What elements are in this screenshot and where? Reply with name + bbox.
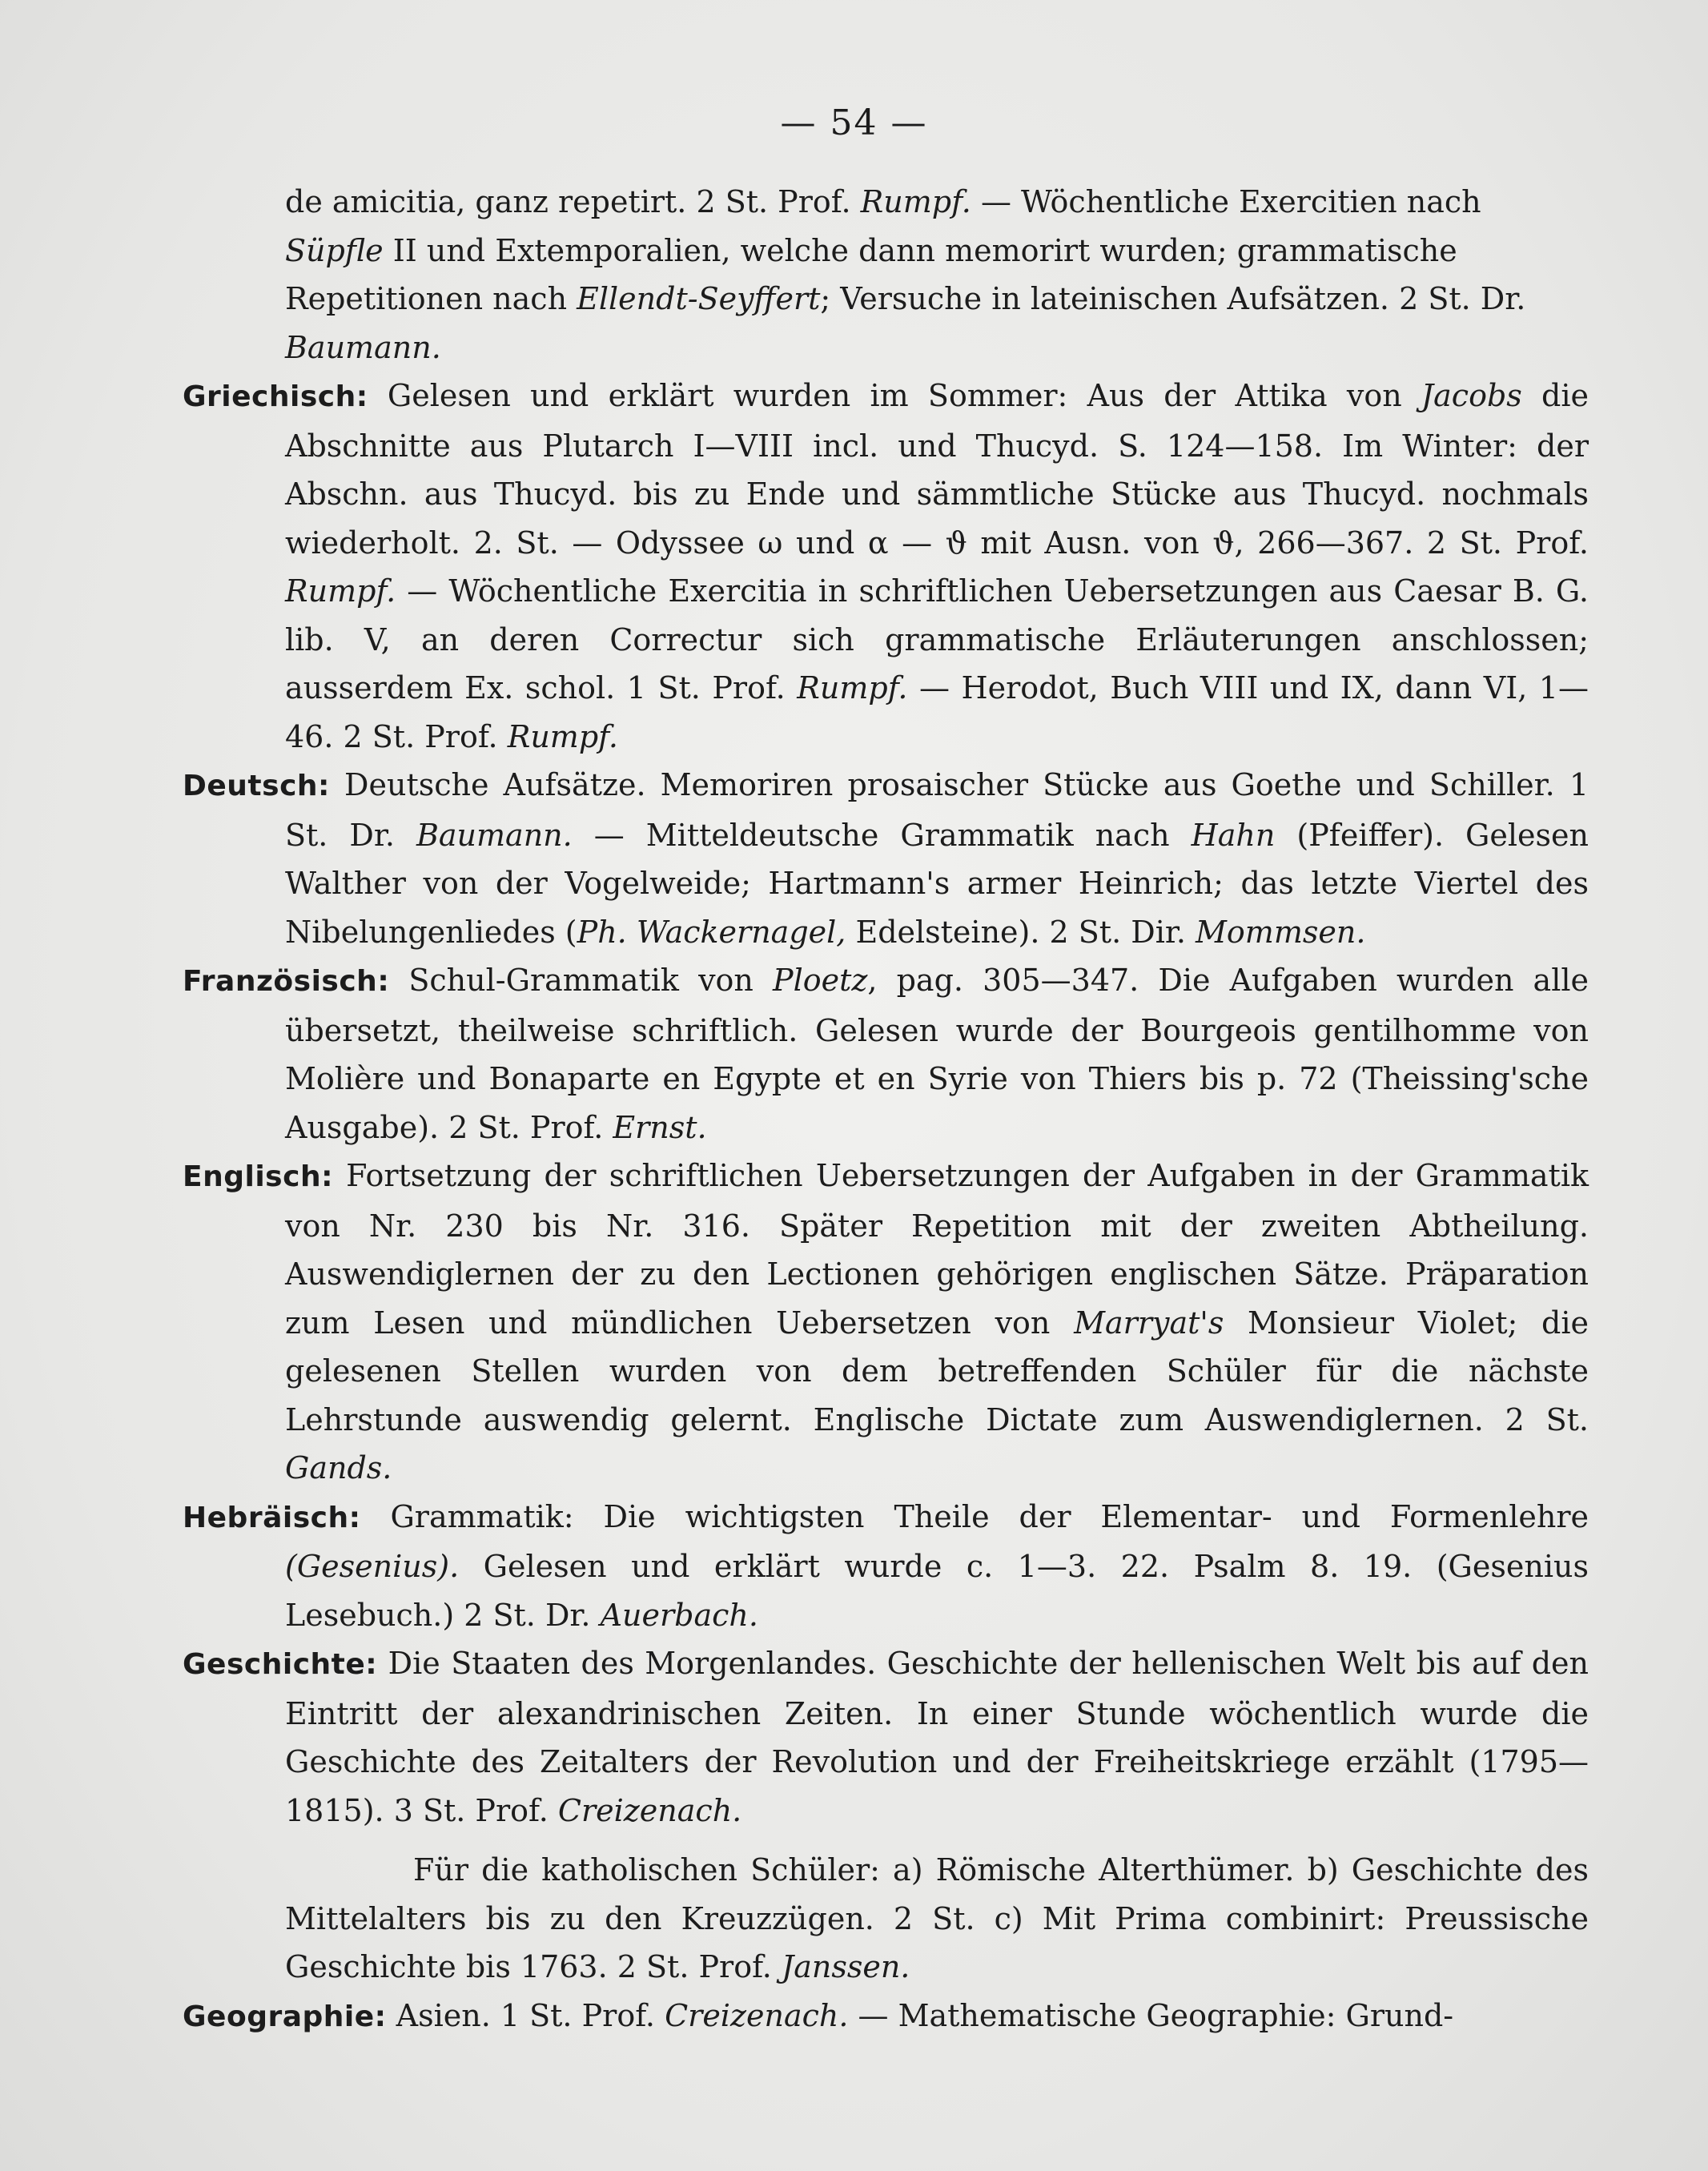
- teacher-name: Baumann.: [416, 817, 573, 853]
- subject-heading: Deutsch:: [183, 770, 330, 802]
- text-run: Gelesen und erklärt wurde c. 1—3. 22. Psalm 8. 19. (Gesenius Lesebuch.) 2 St. Dr.: [285, 1549, 1589, 1633]
- subject-entry-griechisch: [183, 372, 1589, 761]
- latin-continuation-paragraph: [183, 178, 1589, 372]
- teacher-name: Janssen.: [781, 1949, 910, 1984]
- author-name: (Gesenius).: [285, 1549, 460, 1584]
- subject-heading: Französisch:: [183, 965, 390, 998]
- subject-entry-geschichte: [183, 1639, 1589, 1835]
- text-run: II und Extemporalien, welche dann memorirt wurden; grammatische Repetitionen nach: [285, 232, 1457, 316]
- author-name: Ph. Wackernagel,: [577, 914, 846, 950]
- subject-heading: Hebräisch:: [183, 1501, 361, 1534]
- page-body: [183, 178, 1589, 2041]
- text-run: de amicitia, ganz repetirt. 2 St. Prof.: [285, 184, 861, 219]
- text-run: — Wöchentliche Exercitia in schriftlichen Uebersetzungen aus Caesar B. G. lib. V, an deren Correctur sich grammatische Erläuterungen anschlossen; ausserdem Ex. schol. 1 St. Prof.: [285, 573, 1589, 706]
- author-name: Ellendt-Seyffert: [577, 281, 821, 316]
- teacher-name: Creizenach.: [665, 1997, 849, 2033]
- author-name: Hahn: [1191, 817, 1276, 853]
- text-run: Gelesen und erklärt wurden im Sommer: Aus der Attika von: [368, 378, 1421, 413]
- teacher-name: Auerbach.: [600, 1597, 758, 1633]
- subject-entry-franzoesisch: [183, 956, 1589, 1152]
- teacher-name: Gands.: [285, 1450, 392, 1486]
- subject-heading: Geschichte:: [183, 1648, 378, 1681]
- text-run: — Mitteldeutsche Grammatik nach: [572, 817, 1192, 853]
- teacher-name: Rumpf.: [285, 573, 396, 609]
- catholic-students-paragraph: [183, 1846, 1589, 1992]
- text-run: Schul-Grammatik von: [389, 963, 774, 998]
- subject-entry-geographie: [183, 1992, 1589, 2042]
- text-run: Edelsteine). 2 St. Dir.: [846, 914, 1196, 950]
- subject-heading: Englisch:: [183, 1160, 333, 1193]
- author-name: Jacobs: [1421, 378, 1522, 413]
- text-run: Monsieur Violet; die gelesenen Stellen wurden von dem betreffenden Schüler für die nächste Lehrstunde auswendig gelernt. Englische Dictate zum Auswendiglernen. 2 St.: [285, 1305, 1589, 1437]
- subject-heading: Griechisch:: [183, 380, 368, 413]
- author-name: Süpfle: [285, 232, 384, 268]
- teacher-name: Rumpf.: [507, 718, 618, 754]
- teacher-name: Baumann.: [285, 329, 441, 365]
- text-run: , pag. 305—347. Die Aufgaben wurden alle übersetzt, theilweise schriftlich. Gelesen wurde der Bourgeois gentilhomme von Molière und Bonaparte en Egypte et en Syrie von Thiers bis p. 72 (Theissing'sche Ausgabe). 2 St. Prof.: [285, 963, 1589, 1145]
- teacher-name: Rumpf.: [860, 184, 971, 219]
- teacher-name: Mommsen.: [1196, 914, 1366, 950]
- text-run: — Wöchentliche Exercitien nach: [971, 184, 1481, 219]
- teacher-name: Creizenach.: [557, 1792, 742, 1828]
- author-name: Marryat's: [1074, 1305, 1224, 1341]
- text-run: Deutsche Aufsätze. Memoriren prosaischer Stücke aus Goethe und Schiller. 1 St. Dr.: [285, 767, 1589, 853]
- subject-entry-deutsch: [183, 761, 1589, 956]
- text-run: die Abschnitte aus Plutarch I—VIII incl. und Thucyd. S. 124—158. Im Winter: der Abschn. aus Thucyd. bis zu Ende und sämmtliche Stücke aus Thucyd. nochmals wiederholt. 2. St. — Odyssee ω und α — ϑ mit Ausn. von ϑ, 266—367. 2 St. Prof.: [285, 378, 1589, 561]
- subject-heading: Geographie:: [183, 2000, 387, 2033]
- subject-entry-hebraeisch: [183, 1493, 1589, 1640]
- teacher-name: Ernst.: [613, 1109, 707, 1145]
- text-run: (Pfeiffer). Gelesen Walther von der Vogelweide; Hartmann's armer Heinrich; das letzte Viertel des Nibelungenliedes (: [285, 817, 1589, 950]
- text-run: ; Versuche in lateinischen Aufsätzen. 2 St. Dr.: [820, 281, 1526, 316]
- page-number: — 54 —: [780, 103, 928, 143]
- text-run: Für die katholischen Schüler: a) Römische Alterthümer. b) Geschichte des Mittelalters bis zu den Kreuzzügen. 2 St. c) Mit Prima combinirt: Preussische Geschichte bis 1763. 2 St. Prof.: [285, 1852, 1589, 1984]
- text-run: Asien. 1 St. Prof.: [386, 1997, 665, 2033]
- text-run: Die Staaten des Morgenlandes. Geschichte der hellenischen Welt bis auf den Eintritt der alexandrinischen Zeiten. In einer Stunde wöchentlich wurde die Geschichte des Zeitalters der Revolution und der Freiheitskriege erzählt (1795—1815). 3 St. Prof.: [285, 1646, 1589, 1828]
- subject-entry-englisch: [183, 1152, 1589, 1493]
- text-run: — Herodot, Buch VIII und IX, dann VI, 1—46. 2 St. Prof.: [285, 670, 1589, 754]
- text-run: — Mathematische Geographie: Grund-: [848, 1997, 1454, 2033]
- author-name: Ploetz: [773, 963, 868, 998]
- text-run: Fortsetzung der schriftlichen Uebersetzungen der Aufgaben in der Grammatik von Nr. 230 bis Nr. 316. Später Repetition mit der zweiten Abtheilung. Auswendiglernen der zu den Lectionen gehörigen englischen Sätze. Präparation zum Lesen und mündlichen Uebersetzen von: [285, 1158, 1589, 1341]
- text-run: Grammatik: Die wichtigsten Theile der Elementar- und Formenlehre: [360, 1498, 1589, 1534]
- teacher-name: Rumpf.: [797, 670, 908, 706]
